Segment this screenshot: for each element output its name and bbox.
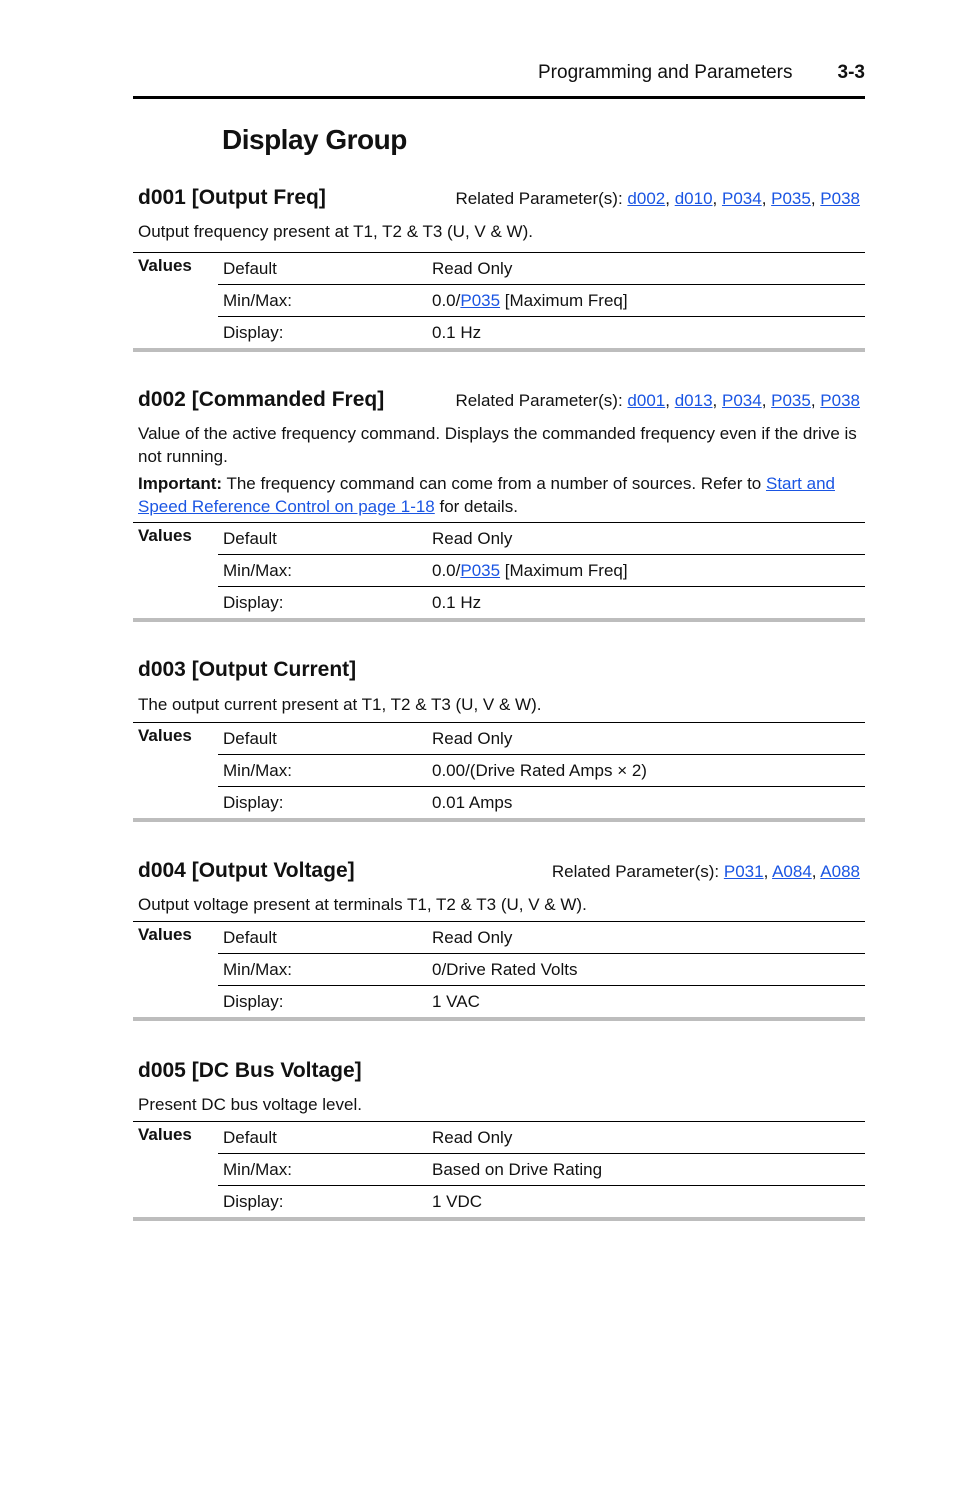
row-value: Read Only — [427, 922, 865, 954]
param-description: Present DC bus voltage level. — [138, 1095, 362, 1114]
related-link-a088[interactable]: A088 — [820, 862, 860, 881]
related-link-d001[interactable]: d001 — [627, 391, 666, 410]
related-link-p034[interactable]: P034 — [721, 189, 762, 208]
related-label: Related Parameter(s): — [551, 862, 720, 881]
row-value: 1 VAC — [427, 986, 865, 1020]
values-label: Values — [133, 723, 218, 821]
row-key: Min/Max: — [218, 285, 427, 317]
row-value: 0.0/P035 [Maximum Freq] — [427, 555, 865, 587]
row-key: Default — [218, 253, 427, 285]
related-parameters: Related Parameter(s): P031, A084, A088 — [551, 862, 860, 881]
param-name: d002 [Commanded Freq] — [138, 388, 385, 411]
row-key: Min/Max: — [218, 954, 427, 986]
value-link-p035[interactable]: P035 — [460, 560, 501, 580]
param-name: d003 [Output Current] — [138, 658, 357, 681]
values-table — [133, 1121, 865, 1221]
param-name: d004 [Output Voltage] — [138, 859, 355, 882]
row-key: Display: — [218, 317, 427, 351]
param-description: Value of the active frequency command. Displays the commanded frequency even if the drive is not running. — [138, 424, 857, 466]
param-name: d005 [DC Bus Voltage] — [138, 1059, 362, 1082]
row-value: 0.0/P035 [Maximum Freq] — [427, 285, 865, 317]
row-key: Default — [218, 1122, 427, 1154]
values-label: Values — [133, 1122, 218, 1220]
related-link-d002[interactable]: d002 — [627, 189, 666, 208]
row-value: 0/Drive Rated Volts — [427, 954, 865, 986]
row-value: 0.00/(Drive Rated Amps × 2) — [427, 755, 865, 787]
row-value: Read Only — [427, 1122, 865, 1154]
cross-reference-link[interactable]: Start and Speed Reference Control on page 1-18 — [138, 474, 835, 516]
values-table — [133, 252, 865, 352]
row-key: Default — [218, 523, 427, 555]
row-key: Default — [218, 922, 427, 954]
values-table — [133, 522, 865, 622]
page-header — [133, 58, 865, 99]
related-link-p038[interactable]: P038 — [820, 189, 860, 208]
row-value: Read Only — [427, 523, 865, 555]
row-key: Display: — [218, 787, 427, 821]
values-table — [133, 921, 865, 1021]
value-link-p035[interactable]: P035 — [460, 290, 501, 310]
row-value: 0.1 Hz — [427, 317, 865, 351]
values-label: Values — [133, 523, 218, 621]
row-key: Min/Max: — [218, 755, 427, 787]
param-description: Output voltage present at terminals T1, T2 & T3 (U, V & W). — [138, 895, 587, 914]
related-link-a084[interactable]: A084 — [772, 862, 812, 881]
row-value: 0.1 Hz — [427, 587, 865, 621]
values-table — [133, 722, 865, 822]
related-link-p035[interactable]: P035 — [771, 189, 811, 208]
row-key: Default — [218, 723, 427, 755]
row-key: Min/Max: — [218, 555, 427, 587]
page-number: 3-3 — [837, 62, 865, 83]
values-label: Values — [133, 253, 218, 351]
related-link-d013[interactable]: d013 — [674, 391, 713, 410]
values-label: Values — [133, 922, 218, 1020]
related-link-p031[interactable]: P031 — [723, 862, 764, 881]
related-parameters: Related Parameter(s): d002, d010, P034, P035, P038 — [455, 189, 860, 208]
section-title: Programming and Parameters — [538, 62, 793, 83]
row-key: Display: — [218, 1186, 427, 1220]
row-key: Display: — [218, 587, 427, 621]
row-value: Read Only — [427, 723, 865, 755]
group-title: Display Group — [222, 124, 407, 155]
row-value: Read Only — [427, 253, 865, 285]
row-value: 0.01 Amps — [427, 787, 865, 821]
related-label: Related Parameter(s): — [455, 391, 623, 410]
related-link-p038[interactable]: P038 — [820, 391, 860, 410]
important-note: Important: The frequency command can come from a number of sources. Refer to Start and Speed Reference Control on page 1-18 for details. — [138, 474, 835, 516]
param-description: Output frequency present at T1, T2 & T3 (U, V & W). — [138, 222, 533, 241]
row-key: Display: — [218, 986, 427, 1020]
related-link-p035[interactable]: P035 — [771, 391, 811, 410]
related-parameters: Related Parameter(s): d001, d013, P034, P035, P038 — [455, 391, 860, 410]
row-value: Based on Drive Rating — [427, 1154, 865, 1186]
row-value: 1 VDC — [427, 1186, 865, 1220]
related-link-d010[interactable]: d010 — [674, 189, 713, 208]
related-link-p034[interactable]: P034 — [721, 391, 762, 410]
related-label: Related Parameter(s): — [455, 189, 623, 208]
param-description: The output current present at T1, T2 & T3 (U, V & W). — [138, 695, 542, 714]
row-key: Min/Max: — [218, 1154, 427, 1186]
param-name: d001 [Output Freq] — [138, 186, 326, 209]
